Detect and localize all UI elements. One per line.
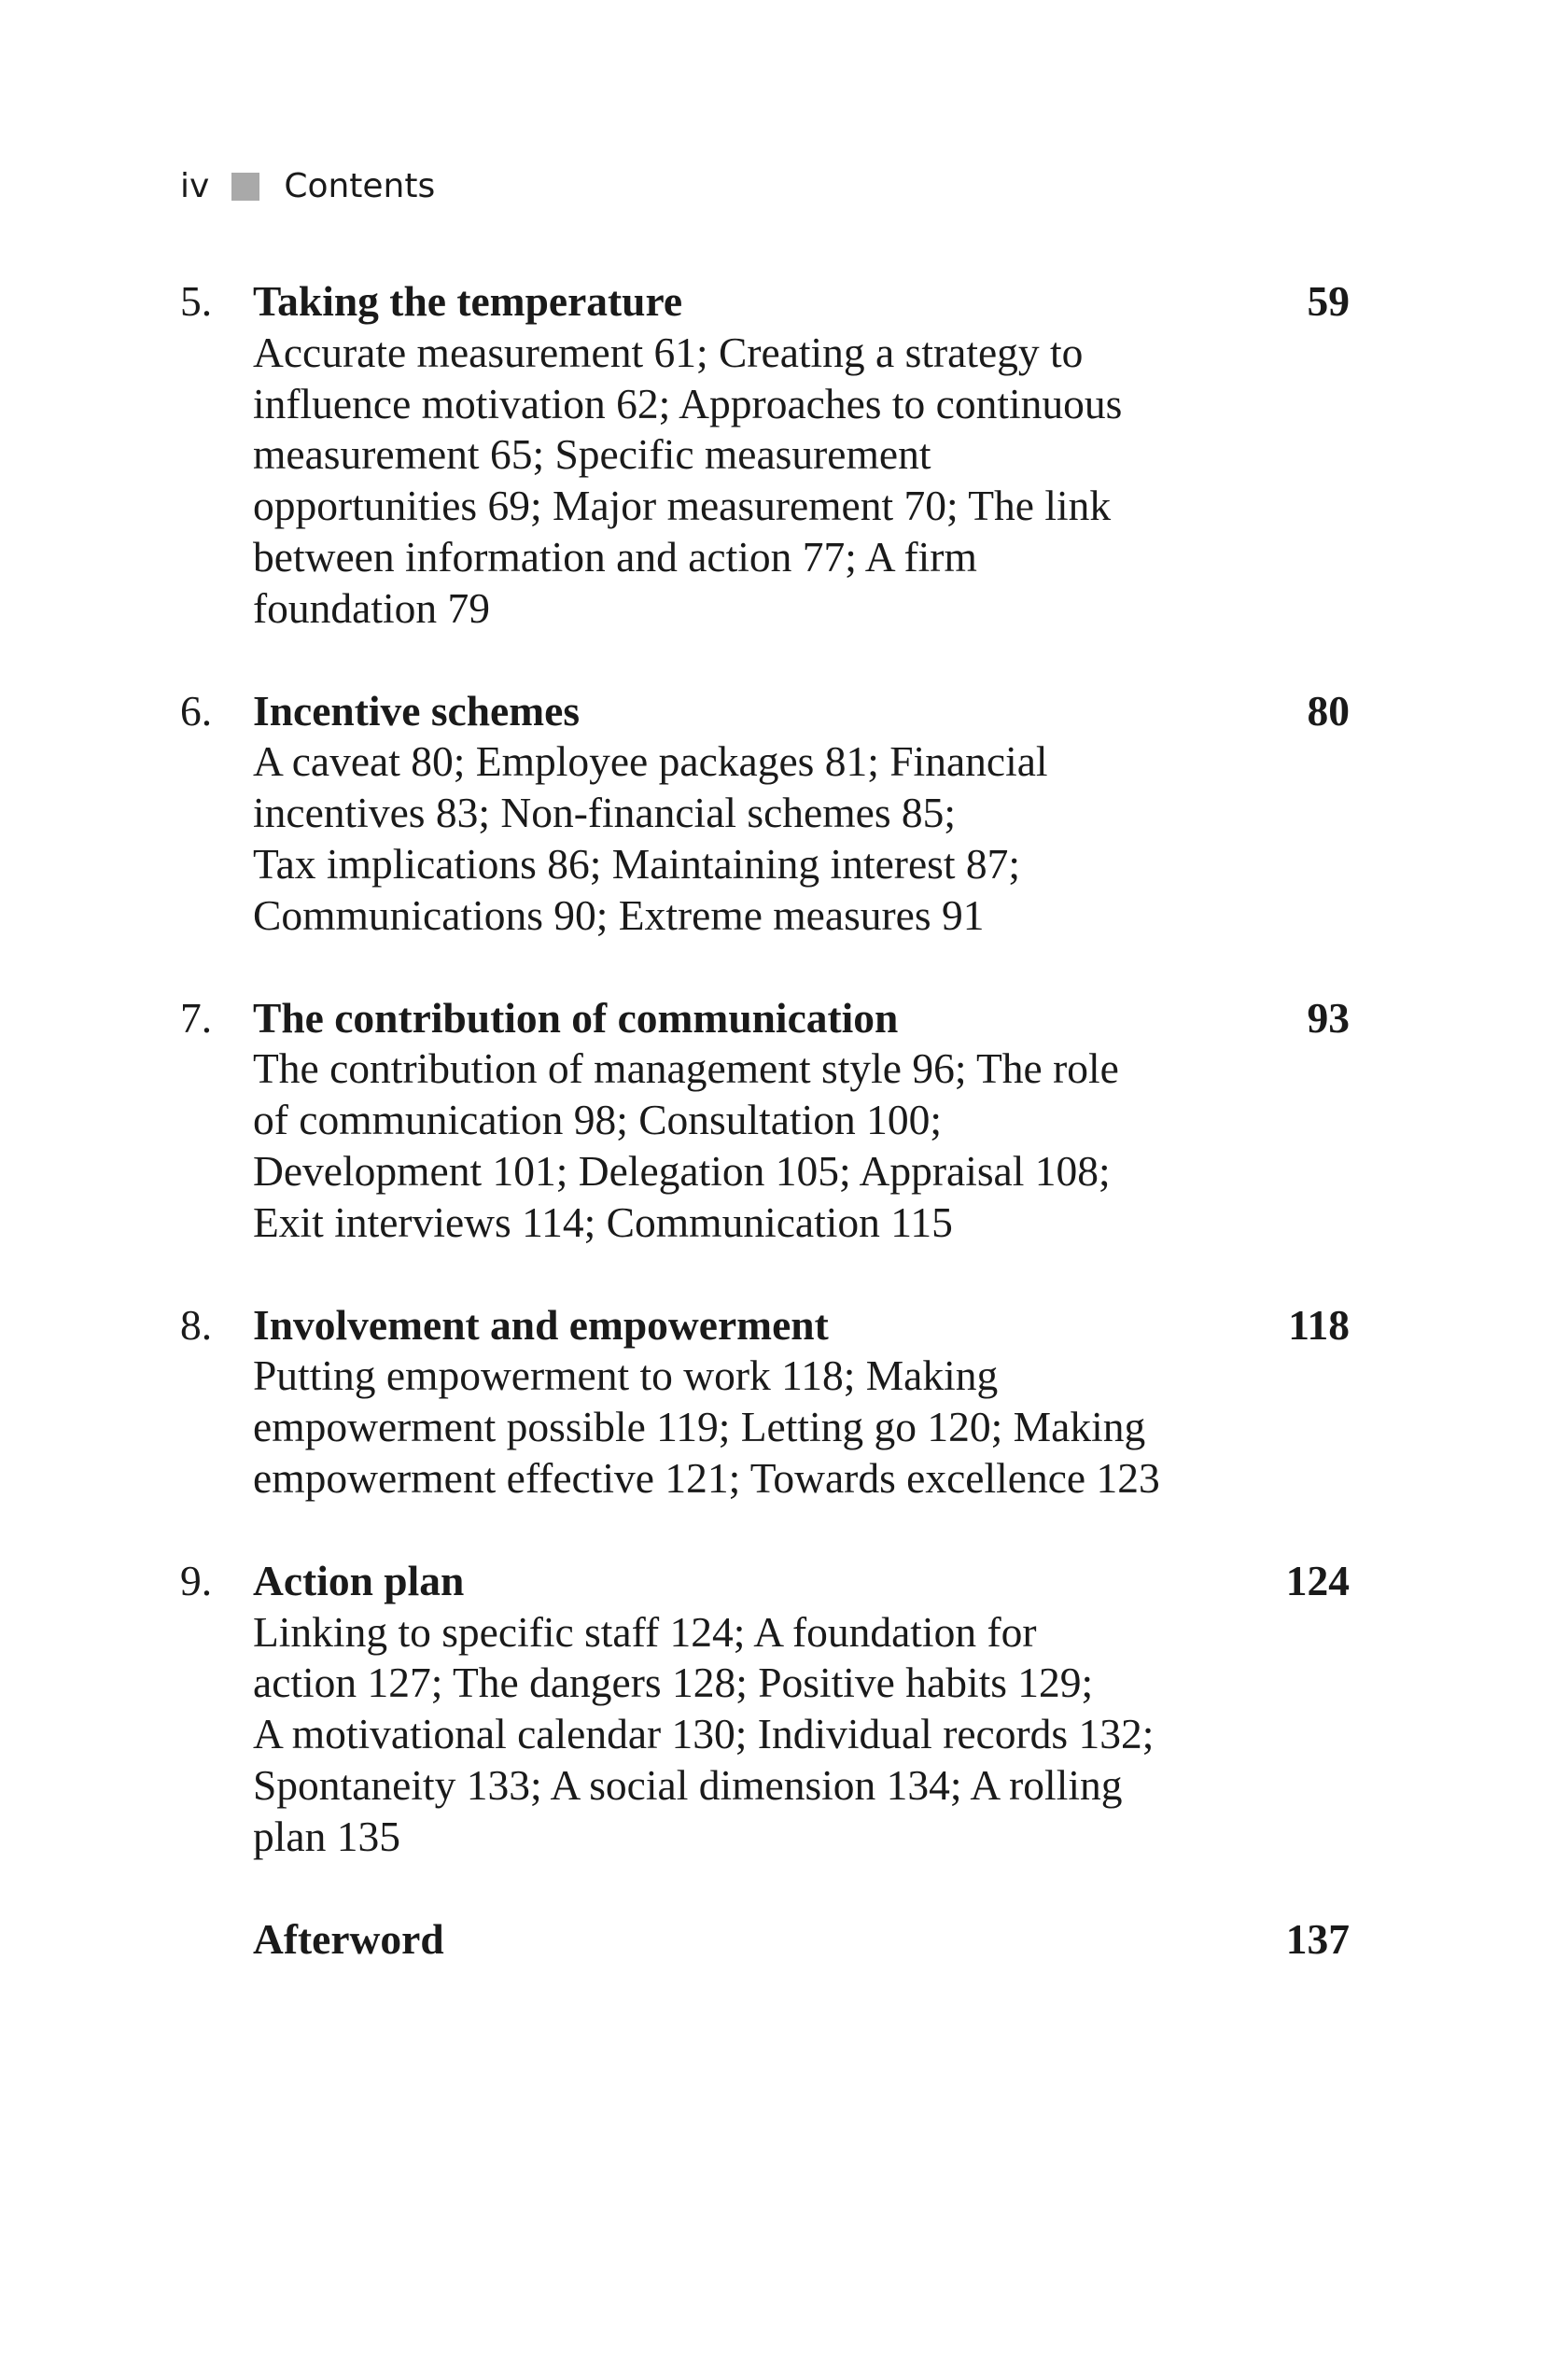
afterword-page: 137 <box>1285 1914 1350 1963</box>
square-bullet-icon <box>231 173 259 201</box>
chapter-number: 5. <box>180 277 213 325</box>
chapter-number: 7. <box>180 993 213 1042</box>
toc-entry-chapter-9 <box>180 1556 1350 1863</box>
chapter-subsections: The contribution of management style 96; The role of communication 98; Consultation 100; Development 101; Delegation 105; Appraisal 108; Exit interviews 114; Communication 115 <box>253 1044 1119 1246</box>
chapter-title[interactable]: Incentive schemes <box>253 686 581 735</box>
chapter-page: 124 <box>1285 1556 1350 1604</box>
toc-entry-chapter-6 <box>180 686 1350 942</box>
toc-entry-chapter-7 <box>180 993 1350 1249</box>
chapter-page: 93 <box>1307 993 1350 1042</box>
afterword-title[interactable]: Afterword <box>253 1914 444 1963</box>
table-of-contents <box>180 276 1350 2016</box>
chapter-number: 6. <box>180 686 213 735</box>
toc-entry-chapter-8 <box>180 1300 1350 1505</box>
chapter-subsections: Putting empowerment to work 118; Making empowerment possible 119; Letting go 120; Making empowerment effective 121; Towards excellence 123 <box>253 1351 1160 1502</box>
toc-entry-chapter-5 <box>180 276 1350 635</box>
chapter-title[interactable]: The contribution of communication <box>253 993 899 1042</box>
chapter-subsections: Accurate measurement 61; Creating a strategy to influence motivation 62; Approaches to continuous measurement 65; Specific measurement opportunities 69; Major measurement 70; The link between information and action 77; A firm foundation 79 <box>253 328 1123 632</box>
chapter-subsections: A caveat 80; Employee packages 81; Financial incentives 83; Non-financial schemes 85; Tax implications 86; Maintaining interest 87; Communications 90; Extreme measures 91 <box>253 737 1048 939</box>
chapter-page: 59 <box>1307 277 1350 325</box>
running-head <box>180 161 435 213</box>
chapter-page: 118 <box>1288 1300 1350 1349</box>
chapter-number: 8. <box>180 1300 213 1349</box>
chapter-title[interactable]: Taking the temperature <box>253 277 683 325</box>
chapter-subsections: Linking to specific staff 124; A foundation for action 127; The dangers 128; Positive habits 129; A motivational calendar 130; Individual records 132; Spontaneity 133; A social dimension 134; A rolling plan 135 <box>253 1607 1155 1860</box>
chapter-title[interactable]: Involvement and empowerment <box>253 1300 829 1349</box>
page-number: iv <box>180 167 210 205</box>
section-title: Contents <box>284 167 436 205</box>
toc-entry-afterword <box>180 1914 1350 1966</box>
chapter-page: 80 <box>1307 686 1350 735</box>
chapter-title[interactable]: Action plan <box>253 1556 465 1604</box>
chapter-number: 9. <box>180 1556 213 1604</box>
